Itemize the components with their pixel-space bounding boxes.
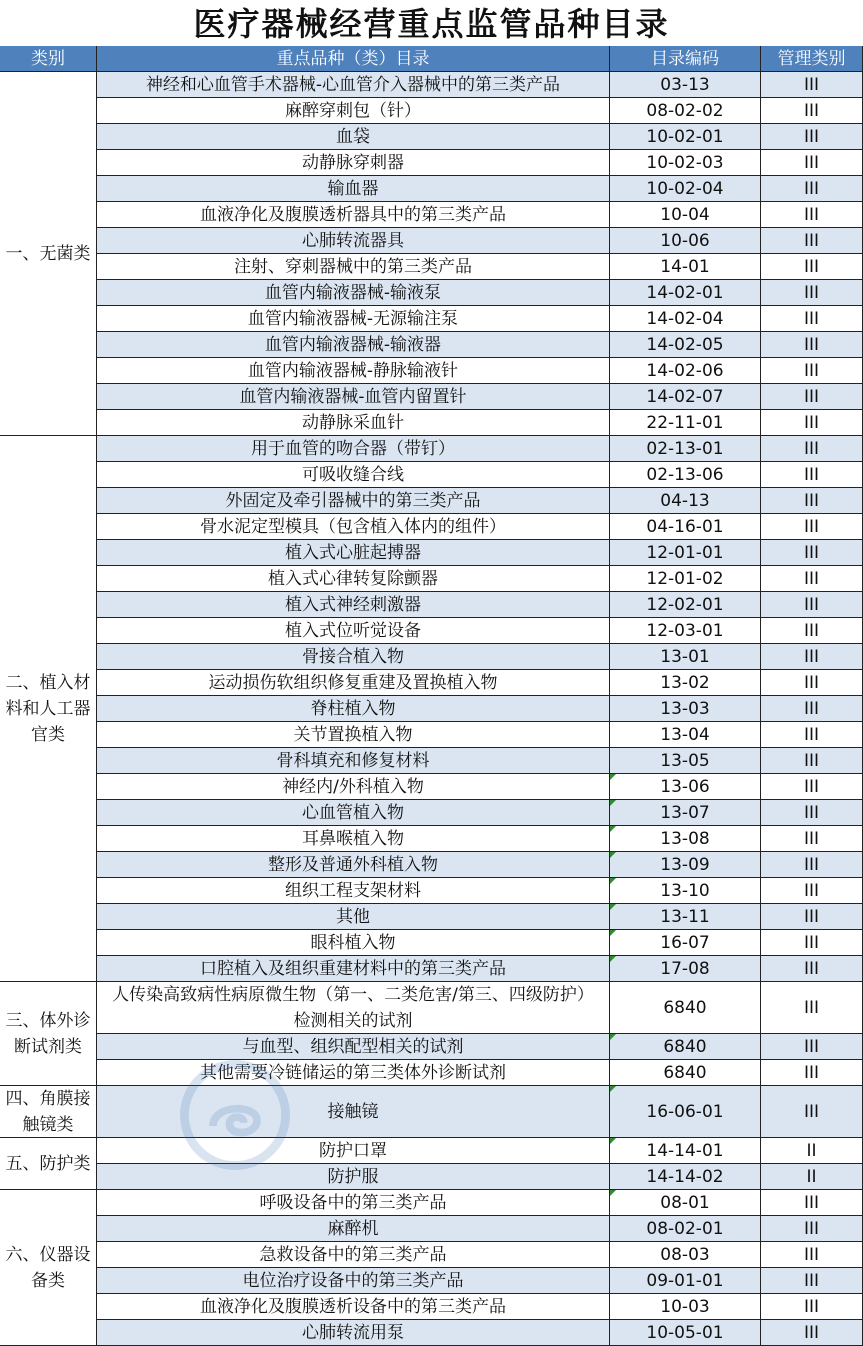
row-item-code: 12-03-01 [610,618,761,644]
row-item-code: 14-02-06 [610,358,761,384]
row-item-class: III [761,1216,863,1242]
row-item-class: III [761,1268,863,1294]
row-item-class: III [761,1242,863,1268]
row-item-code: 14-01 [610,254,761,280]
row-item-class: III [761,358,863,384]
row-item-class: III [761,878,863,904]
row-item-name: 防护口罩 [97,1138,610,1164]
row-item-code: 10-02-03 [610,150,761,176]
row-item-code: 17-08 [610,956,761,982]
row-item-class: III [761,1190,863,1216]
row-item-class: III [761,826,863,852]
row-item-name: 耳鼻喉植入物 [97,826,610,852]
row-item-class: III [761,566,863,592]
row-item-class: III [761,696,863,722]
row-item-code: 12-01-01 [610,540,761,566]
row-item-class: III [761,904,863,930]
row-item-name: 血管内输液器械-输液器 [97,332,610,358]
row-item-name: 血管内输液器械-血管内留置针 [97,384,610,410]
header-item: 重点品种（类）目录 [97,46,610,72]
row-item-code: 10-06 [610,228,761,254]
category-label: 四、角膜接触镜类 [0,1086,97,1138]
row-item-class: II [761,1164,863,1190]
row-item-class: II [761,1138,863,1164]
row-item-name: 神经内/外科植入物 [97,774,610,800]
row-item-name: 关节置换植入物 [97,722,610,748]
row-item-name: 麻醉穿刺包（针） [97,98,610,124]
row-item-code: 14-14-01 [610,1138,761,1164]
row-item-code: 16-07 [610,930,761,956]
row-item-class: III [761,280,863,306]
row-item-class: III [761,852,863,878]
row-item-class: III [761,150,863,176]
row-item-name: 脊柱植入物 [97,696,610,722]
row-item-name: 血液净化及腹膜透析设备中的第三类产品 [97,1294,610,1320]
row-item-code: 10-02-01 [610,124,761,150]
category-label: 三、体外诊断试剂类 [0,982,97,1086]
category-label: 六、仪器设备类 [0,1190,97,1346]
row-item-name: 麻醉机 [97,1216,610,1242]
row-item-name: 注射、穿刺器械中的第三类产品 [97,254,610,280]
row-item-name: 运动损伤软组织修复重建及置换植入物 [97,670,610,696]
row-item-class: III [761,72,863,98]
row-item-name: 心血管植入物 [97,800,610,826]
row-item-name: 植入式位听觉设备 [97,618,610,644]
row-item-name: 骨接合植入物 [97,644,610,670]
row-item-name: 接触镜 [97,1086,610,1138]
row-item-code: 14-02-01 [610,280,761,306]
header-category: 类别 [0,46,97,72]
row-item-code: 6840 [610,1060,761,1086]
row-item-class: III [761,618,863,644]
row-item-class: III [761,488,863,514]
watermark-logo-icon [180,1060,290,1170]
row-item-class: III [761,722,863,748]
row-item-code: 04-16-01 [610,514,761,540]
row-item-name: 植入式神经刺激器 [97,592,610,618]
row-item-class: III [761,540,863,566]
row-item-class: III [761,436,863,462]
row-item-class: III [761,800,863,826]
category-label: 五、防护类 [0,1138,97,1190]
row-item-name: 心肺转流器具 [97,228,610,254]
row-item-class: III [761,228,863,254]
row-item-name: 血管内输液器械-输液泵 [97,280,610,306]
row-item-code: 10-02-04 [610,176,761,202]
row-item-name: 植入式心律转复除颤器 [97,566,610,592]
row-item-class: III [761,514,863,540]
category-label: 二、植入材料和人工器官类 [0,436,97,982]
row-item-class: III [761,98,863,124]
row-item-code: 09-01-01 [610,1268,761,1294]
row-item-name: 外固定及牵引器械中的第三类产品 [97,488,610,514]
row-item-class: III [761,956,863,982]
row-item-name: 植入式心脏起搏器 [97,540,610,566]
row-item-name: 动静脉采血针 [97,410,610,436]
row-item-class: III [761,1086,863,1138]
row-item-code: 08-03 [610,1242,761,1268]
row-item-code: 22-11-01 [610,410,761,436]
row-item-class: III [761,202,863,228]
row-item-code: 08-02-02 [610,98,761,124]
row-item-code: 10-05-01 [610,1320,761,1346]
row-item-class: III [761,774,863,800]
row-item-name: 血袋 [97,124,610,150]
row-item-code: 10-04 [610,202,761,228]
row-item-class: III [761,644,863,670]
header-class: 管理类别 [761,46,863,72]
row-item-code: 08-01 [610,1190,761,1216]
category-label: 一、无菌类 [0,72,97,436]
row-item-name: 其他 [97,904,610,930]
row-item-name: 输血器 [97,176,610,202]
row-item-name: 电位治疗设备中的第三类产品 [97,1268,610,1294]
row-item-code: 10-03 [610,1294,761,1320]
row-item-class: III [761,1320,863,1346]
row-item-code: 14-02-04 [610,306,761,332]
row-item-code: 13-03 [610,696,761,722]
row-item-code: 13-05 [610,748,761,774]
row-item-code: 6840 [610,1034,761,1060]
row-item-code: 13-10 [610,878,761,904]
row-item-code: 08-02-01 [610,1216,761,1242]
row-item-code: 03-13 [610,72,761,98]
row-item-class: III [761,1294,863,1320]
row-item-name: 组织工程支架材料 [97,878,610,904]
row-item-class: III [761,670,863,696]
row-item-class: III [761,176,863,202]
row-item-class: III [761,254,863,280]
row-item-name: 与血型、组织配型相关的试剂 [97,1034,610,1060]
header-code: 目录编码 [610,46,761,72]
row-item-name: 整形及普通外科植入物 [97,852,610,878]
row-item-name: 动静脉穿刺器 [97,150,610,176]
row-item-name: 神经和心血管手术器械-心血管介入器械中的第三类产品 [97,72,610,98]
row-item-name: 心肺转流用泵 [97,1320,610,1346]
row-item-code: 12-01-02 [610,566,761,592]
row-item-class: III [761,930,863,956]
row-item-code: 12-02-01 [610,592,761,618]
row-item-name: 用于血管的吻合器（带钉） [97,436,610,462]
row-item-code: 16-06-01 [610,1086,761,1138]
row-item-code: 13-09 [610,852,761,878]
row-item-code: 14-02-05 [610,332,761,358]
row-item-code: 13-08 [610,826,761,852]
row-item-name: 呼吸设备中的第三类产品 [97,1190,610,1216]
row-item-code: 02-13-06 [610,462,761,488]
row-item-name: 血液净化及腹膜透析器具中的第三类产品 [97,202,610,228]
row-item-code: 13-11 [610,904,761,930]
supervision-table [0,46,863,1346]
row-item-name: 血管内输液器械-静脉输液针 [97,358,610,384]
row-item-class: III [761,384,863,410]
row-item-name: 人传染高致病性病原微生物（第一、二类危害/第三、四级防护）检测相关的试剂 [97,982,610,1034]
row-item-name: 其他需要冷链储运的第三类体外诊断试剂 [97,1060,610,1086]
row-item-code: 13-07 [610,800,761,826]
row-item-class: III [761,124,863,150]
row-item-class: III [761,1060,863,1086]
row-item-code: 13-01 [610,644,761,670]
row-item-class: III [761,332,863,358]
row-item-name: 骨水泥定型模具（包含植入体内的组件） [97,514,610,540]
row-item-class: III [761,592,863,618]
row-item-code: 14-14-02 [610,1164,761,1190]
row-item-name: 急救设备中的第三类产品 [97,1242,610,1268]
row-item-class: III [761,410,863,436]
row-item-class: III [761,982,863,1034]
row-item-name: 眼科植入物 [97,930,610,956]
row-item-name: 骨科填充和修复材料 [97,748,610,774]
row-item-class: III [761,1034,863,1060]
row-item-code: 13-04 [610,722,761,748]
row-item-class: III [761,462,863,488]
page-title: 医疗器械经营重点监管品种目录 [193,5,670,43]
row-item-name: 血管内输液器械-无源输注泵 [97,306,610,332]
row-item-code: 13-06 [610,774,761,800]
row-item-code: 13-02 [610,670,761,696]
row-item-name: 口腔植入及组织重建材料中的第三类产品 [97,956,610,982]
row-item-code: 6840 [610,982,761,1034]
row-item-name: 可吸收缝合线 [97,462,610,488]
row-item-class: III [761,748,863,774]
row-item-code: 02-13-01 [610,436,761,462]
row-item-name: 防护服 [97,1164,610,1190]
row-item-class: III [761,306,863,332]
row-item-code: 14-02-07 [610,384,761,410]
row-item-code: 04-13 [610,488,761,514]
